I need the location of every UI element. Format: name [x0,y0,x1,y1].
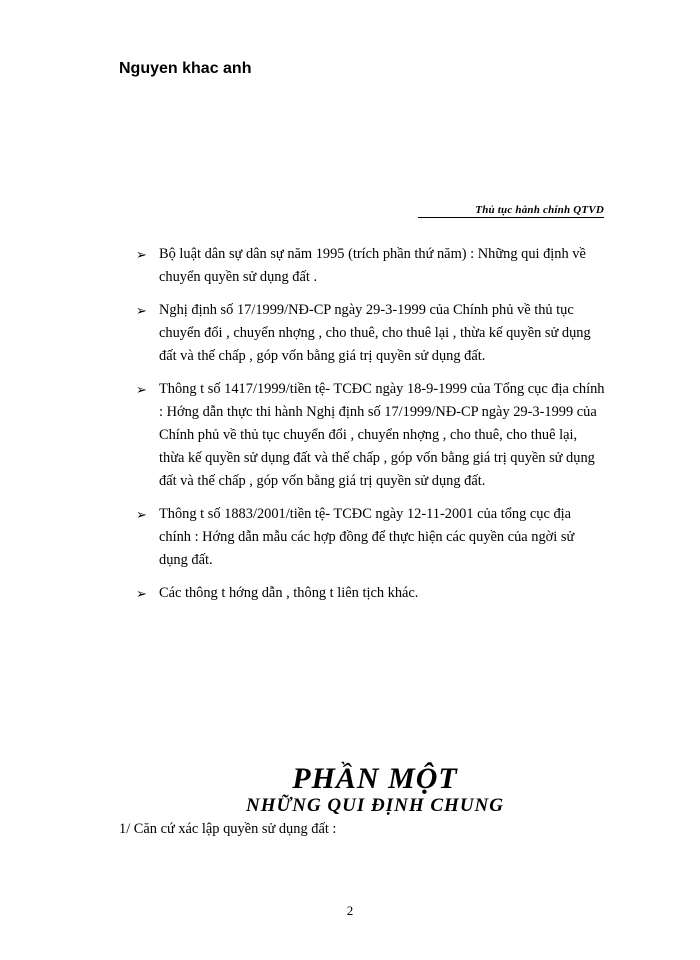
list-item-text: Bộ luật dân sự dân sự năm 1995 (trích phần thứ năm) : Những qui định về chuyển quyền sử dụng đất . [159,246,586,285]
list-item [136,299,606,368]
list-item-text: Thông t số 1417/1999/tiền tệ- TCĐC ngày 18-9-1999 của Tổng cục địa chính : Hớng dẫn thực thi hành Nghị định số 17/1999/NĐ-CP ngày 29-3-1999 của Chính phủ về thủ tục chuyển đổi , chuyển nhợng , cho thuê, cho thuê lại, thừa kế quyền sử dụng đất và thế chấp , góp vốn bằng giá trị quyền sử dụng đất và thế chấp , góp vốn bằng giá trị quyền sử dụng đất. [159,381,605,489]
list-item [136,243,606,289]
list-item [136,378,606,493]
page-number: 2 [346,903,354,918]
list-item [136,503,606,572]
arrow-bullet-icon: ➢ [136,507,147,522]
author-name: Nguyen khac anh [119,60,252,77]
section-title: 1/ Căn cứ xác lập quyền sử dụng đất : [119,821,337,837]
arrow-bullet-icon: ➢ [136,247,147,262]
arrow-bullet-icon: ➢ [136,586,147,601]
list-item-text: Nghị định số 17/1999/NĐ-CP ngày 29-3-1999 của Chính phủ về thủ tục chuyển đổi , chuyển nhợng , cho thuê, cho thuê lại , thừa kế quyền sử dụng đất và thế chấp , góp vốn bằng giá trị quyền sử dụng đất. [159,302,591,364]
list-item [136,582,606,605]
arrow-bullet-icon: ➢ [136,303,147,318]
part-heading: PHẦN MỘT [292,762,458,795]
arrow-bullet-icon: ➢ [136,382,147,397]
header-underline [418,217,604,218]
part-subheading: NHỮNG QUI ĐỊNH CHUNG [246,795,504,816]
list-item-text: Các thông t hớng dẫn , thông t liên tịch khác. [159,585,419,601]
list-item-text: Thông t số 1883/2001/tiền tệ- TCĐC ngày 12-11-2001 của tổng cục địa chính : Hớng dẫn mẫu các hợp đồng để thực hiện các quyền của ngời sử dụng đất. [159,506,575,568]
running-header: Thủ tục hành chính QTVD [475,204,604,216]
reference-list [136,243,606,615]
